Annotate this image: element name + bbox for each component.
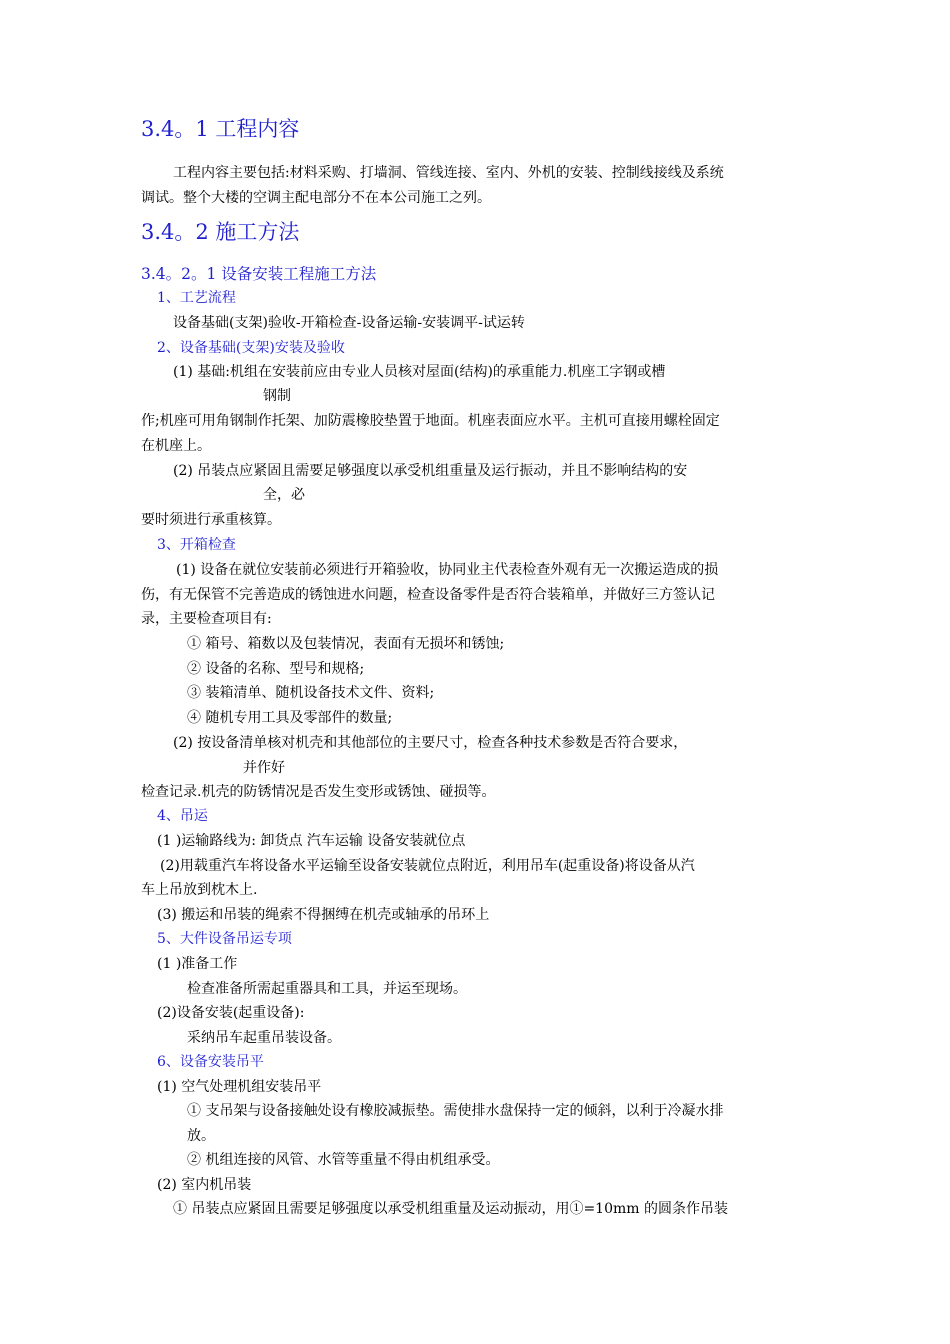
paragraph-line: 并作好 xyxy=(243,760,285,776)
paragraph-line: 钢制 xyxy=(263,388,291,404)
paragraph-line: 在机座上。 xyxy=(141,438,211,454)
paragraph-line: (1 )准备工作 xyxy=(157,956,238,972)
paragraph-line: (2)用载重汽车将设备水平运输至设备安装就位点附近，利用吊车(起重设备)将设备从汽 xyxy=(160,858,695,874)
paragraph-line: (2) 室内机吊装 xyxy=(157,1177,252,1193)
heading-3-4-2: 3.4。2 施工方法 xyxy=(141,220,300,244)
section-heading: 4、吊运 xyxy=(157,808,208,824)
paragraph-line: 车上吊放到枕木上. xyxy=(141,882,258,898)
paragraph-line: (1) 设备在就位安装前必须进行开箱验收，协同业主代表检查外观有无一次搬运造成的损 xyxy=(176,562,719,578)
paragraph-line: 全，必 xyxy=(263,487,305,503)
paragraph-line: (2) 按设备清单核对机壳和其他部位的主要尺寸，检查各种技术参数是否符合要求， xyxy=(173,735,688,751)
list-item: ① 箱号、箱数以及包装情况，表面有无损坏和锈蚀; xyxy=(187,636,505,652)
list-item: ④ 随机专用工具及零部件的数量; xyxy=(187,710,393,726)
list-item: ③ 装箱清单、随机设备技术文件、资料; xyxy=(187,685,435,701)
paragraph-line: (1) 空气处理机组安装吊平 xyxy=(157,1079,322,1095)
list-item: ② 设备的名称、型号和规格; xyxy=(187,661,365,677)
paragraph-line: (1) 基础:机组在安装前应由专业人员核对屋面(结构)的承重能力.机座工字钢或槽 xyxy=(173,364,666,380)
heading-3-4-2-1: 3.4。2。1 设备安装工程施工方法 xyxy=(141,265,377,283)
paragraph-line: 要时须进行承重核算。 xyxy=(141,512,281,528)
list-item: ① 支吊架与设备接触处设有橡胶减振垫。需使排水盘保持一定的倾斜，以利于冷凝水排 xyxy=(187,1103,724,1119)
list-item: ① 吊装点应紧固且需要足够强度以承受机组重量及运动振动，用①=10mm 的圆条作吊装 xyxy=(173,1201,728,1217)
paragraph-line: 录，主要检查项目有: xyxy=(141,611,272,627)
paragraph-line: 检查准备所需起重器具和工具，并运至现场。 xyxy=(187,981,467,997)
list-item: 放。 xyxy=(187,1128,215,1144)
paragraph-line: 工程内容主要包括:材料采购、打墙洞、管线连接、室内、外机的安装、控制线接线及系统 xyxy=(173,165,724,181)
paragraph-line: (3) 搬运和吊装的绳索不得捆缚在机壳或轴承的吊环上 xyxy=(157,907,490,923)
paragraph-line: 伤，有无保管不完善造成的锈蚀进水问题，检查设备零件是否符合装箱单，并做好三方签认记 xyxy=(141,587,715,603)
paragraph-line: (2) 吊装点应紧固且需要足够强度以承受机组重量及运行振动，并且不影响结构的安 xyxy=(173,463,688,479)
section-heading: 6、设备安装吊平 xyxy=(157,1054,264,1070)
section-heading: 3、开箱检查 xyxy=(157,537,236,553)
heading-3-4-1: 3.4。1 工程内容 xyxy=(141,117,300,141)
paragraph-line: 设备基础(支架)验收-开箱检查-设备运输-安装调平-试运转 xyxy=(173,315,525,331)
paragraph-line: 作;机座可用角钢制作托架、加防震橡胶垫置于地面。机座表面应水平。主机可直接用螺栓固定 xyxy=(141,413,720,429)
section-heading: 2、设备基础(支架)安装及验收 xyxy=(157,340,345,356)
section-heading: 1、工艺流程 xyxy=(157,290,236,306)
section-heading: 5、大件设备吊运专项 xyxy=(157,931,292,947)
list-item: ② 机组连接的风管、水管等重量不得由机组承受。 xyxy=(187,1152,500,1168)
paragraph-line: 检查记录.机壳的防锈情况是否发生变形或锈蚀、碰损等。 xyxy=(141,784,496,800)
paragraph-line: 调试。整个大楼的空调主配电部分不在本公司施工之列。 xyxy=(141,190,491,206)
paragraph-line: (1 )运输路线为: 卸货点 汽车运输 设备安装就位点 xyxy=(157,833,466,849)
paragraph-line: 采纳吊车起重吊装设备。 xyxy=(187,1030,341,1046)
paragraph-line: (2)设备安装(起重设备): xyxy=(157,1005,305,1021)
